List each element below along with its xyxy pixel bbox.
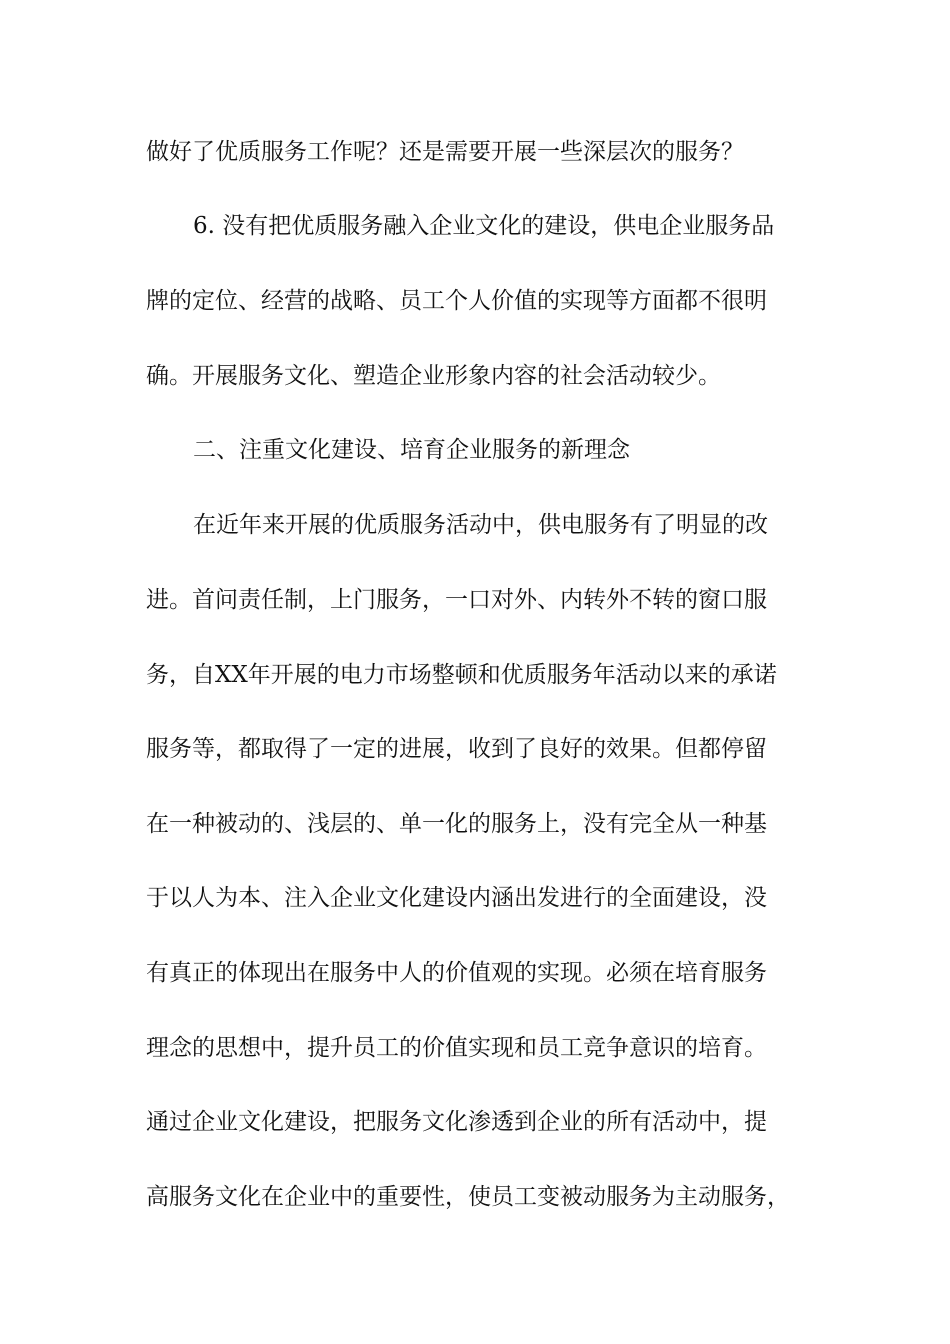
text-line: 于以人为本、注入企业文化建设内涵出发进行的全面建设，没: [146, 885, 767, 911]
text-line: 通过企业文化建设，把服务文化渗透到企业的所有活动中，提: [146, 1109, 767, 1135]
text-line: 6. 没有把优质服务融入企业文化的建设，供电企业服务品: [193, 213, 775, 239]
text-line: 高服务文化在企业中的重要性，使员工变被动服务为主动服务，: [146, 1184, 790, 1210]
text-line: 进。首问责任制，上门服务，一口对外、内转外不转的窗口服: [146, 587, 767, 613]
text-line: 做好了优质服务工作呢？还是需要开展一些深层次的服务？: [146, 139, 744, 165]
text-line: 务，自XX年开展的电力市场整顿和优质服务年活动以来的承诺: [146, 662, 777, 688]
section-heading: 二、注重文化建设、培育企业服务的新理念: [193, 437, 630, 463]
text-line: 服务等，都取得了一定的进展，收到了良好的效果。但都停留: [146, 736, 767, 762]
text-line: 牌的定位、经营的战略、员工个人价值的实现等方面都不很明: [146, 288, 767, 314]
text-line: 在近年来开展的优质服务活动中，供电服务有了明显的改: [193, 512, 768, 538]
text-line: 有真正的体现出在服务中人的价值观的实现。必须在培育服务: [146, 960, 767, 986]
text-line: 确。开展服务文化、塑造企业形象内容的社会活动较少。: [146, 363, 721, 389]
text-line: 在一种被动的、浅层的、单一化的服务上，没有完全从一种基: [146, 811, 767, 837]
text-line: 理念的思想中，提升员工的价值实现和员工竞争意识的培育。: [146, 1035, 767, 1061]
